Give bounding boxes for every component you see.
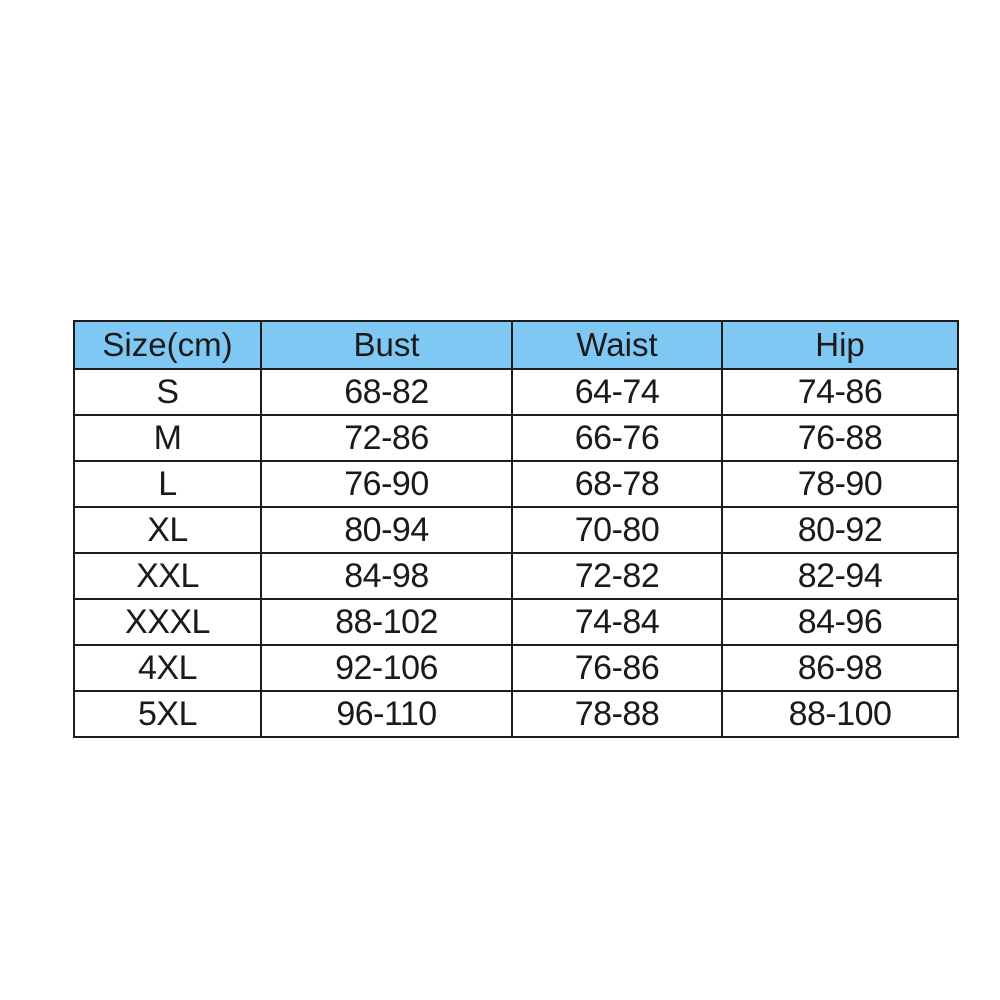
- bust-cell: 92-106: [261, 645, 512, 691]
- table-row: [74, 461, 958, 507]
- hip-cell: 86-98: [722, 645, 958, 691]
- waist-cell: 72-82: [512, 553, 722, 599]
- size-cell: M: [74, 415, 261, 461]
- waist-cell: 76-86: [512, 645, 722, 691]
- hip-cell: 88-100: [722, 691, 958, 737]
- size-cell: XL: [74, 507, 261, 553]
- size-cell: L: [74, 461, 261, 507]
- bust-cell: 76-90: [261, 461, 512, 507]
- bust-cell: 68-82: [261, 369, 512, 415]
- waist-cell: 70-80: [512, 507, 722, 553]
- hip-cell: 80-92: [722, 507, 958, 553]
- header-hip: Hip: [722, 321, 958, 369]
- hip-cell: 74-86: [722, 369, 958, 415]
- size-cell: XXXL: [74, 599, 261, 645]
- bust-cell: 96-110: [261, 691, 512, 737]
- size-chart-table: [73, 320, 959, 738]
- table-header: [74, 321, 958, 369]
- table-row: [74, 553, 958, 599]
- hip-cell: 78-90: [722, 461, 958, 507]
- table-body: [74, 369, 958, 737]
- waist-cell: 64-74: [512, 369, 722, 415]
- header-size: Size(cm): [74, 321, 261, 369]
- waist-cell: 66-76: [512, 415, 722, 461]
- bust-cell: 72-86: [261, 415, 512, 461]
- hip-cell: 82-94: [722, 553, 958, 599]
- hip-cell: 76-88: [722, 415, 958, 461]
- waist-cell: 74-84: [512, 599, 722, 645]
- header-waist: Waist: [512, 321, 722, 369]
- size-cell: 4XL: [74, 645, 261, 691]
- size-cell: 5XL: [74, 691, 261, 737]
- header-row: [74, 321, 958, 369]
- bust-cell: 88-102: [261, 599, 512, 645]
- table-row: [74, 691, 958, 737]
- waist-cell: 78-88: [512, 691, 722, 737]
- header-bust: Bust: [261, 321, 512, 369]
- hip-cell: 84-96: [722, 599, 958, 645]
- table-row: [74, 415, 958, 461]
- bust-cell: 80-94: [261, 507, 512, 553]
- table-row: [74, 599, 958, 645]
- table-row: [74, 507, 958, 553]
- waist-cell: 68-78: [512, 461, 722, 507]
- table-row: [74, 645, 958, 691]
- size-cell: S: [74, 369, 261, 415]
- size-cell: XXL: [74, 553, 261, 599]
- bust-cell: 84-98: [261, 553, 512, 599]
- table-row: [74, 369, 958, 415]
